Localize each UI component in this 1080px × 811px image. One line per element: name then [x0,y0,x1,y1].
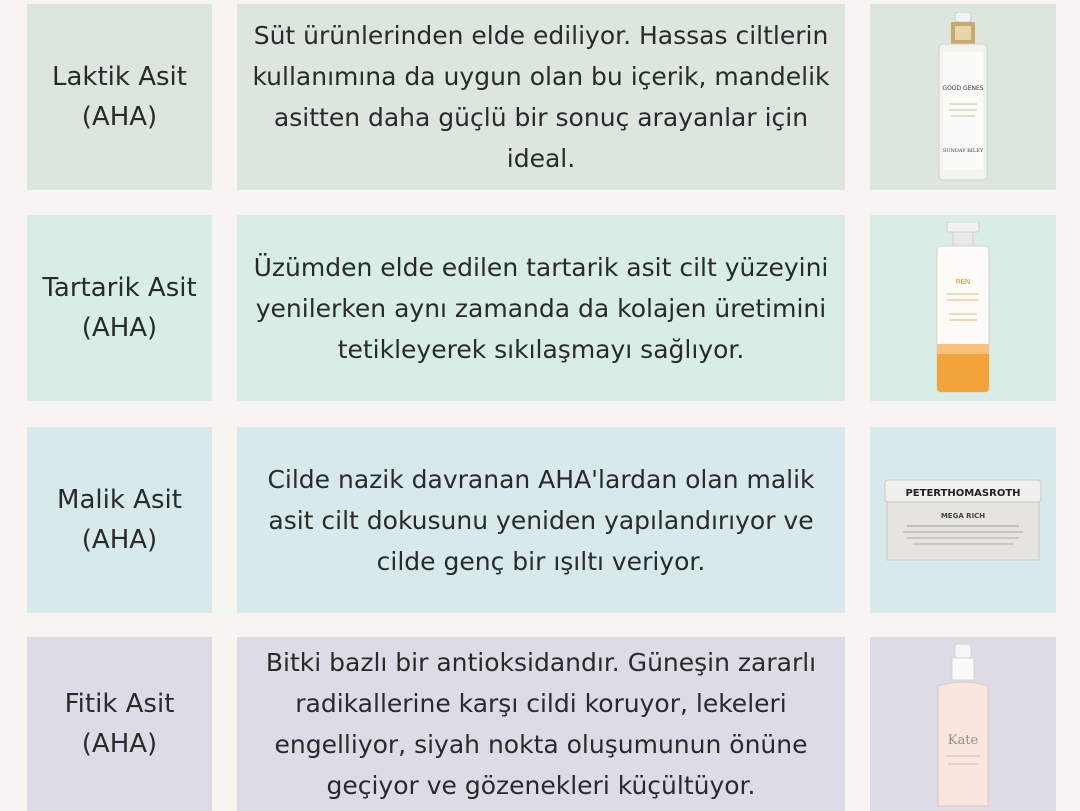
product-name-label: MEGA RICH [940,512,986,520]
description-cell [237,4,845,190]
product-brand-label: REN [955,278,971,286]
table-row-tartarik [0,215,1080,401]
description-cell [237,637,845,811]
acid-type-line: (AHA) [81,313,158,343]
product-image-cell [870,637,1056,811]
cream-jar-image [883,470,1043,570]
pump-bottle-image [933,222,993,394]
spray-bottle-image [928,640,998,808]
product-brand-label: GOOD GENES [942,85,984,92]
product-image-cell [870,4,1056,190]
acid-description: Cilde nazik davranan AHA'lardan olan malik asit cilt dokusunu yeniden yapılandırıyor ve cilde genç bir ışıltı veriyor. [267,464,815,576]
acid-type-line: (AHA) [81,525,158,555]
acid-name-cell [27,215,212,401]
acid-name-line: Laktik Asit [52,62,187,92]
acid-name [52,57,187,137]
product-image-cell [870,427,1056,613]
acid-name [57,480,182,560]
description-cell [237,427,845,613]
acid-type-line: (AHA) [81,102,158,132]
acid-description: Bitki bazlı bir antioksidandır. Güneşin zararlı radikallerine karşı cildi koruyor, lekeleri engelliyor, siyah nokta oluşumunun önüne geçiyor ve gözenekleri küçültüyor. [265,648,817,800]
acid-description: Üzümden elde edilen tartarik asit cilt yüzeyini yenilerken aynı zamanda da kolajen üretimini tetikleyerek sıkılaşmayı sağlıyor. [253,252,829,364]
product-brand-label: PETERTHOMASROTH [905,488,1021,499]
serum-bottle-image [933,12,993,182]
acid-name-line: Tartarik Asit [42,273,197,303]
description-cell [237,215,845,401]
acid-description: Süt ürünlerinden elde ediliyor. Hassas ciltlerin kullanımına da uygun olan bu içerik, mandelik asitten daha güçlü bir sonuç arayanlar için ideal. [252,21,830,173]
table-row-malik [0,427,1080,613]
product-image-cell [870,215,1056,401]
acid-name [65,684,175,764]
acid-name-line: Malik Asit [57,485,182,515]
table-row-fitik [0,637,1080,811]
acid-name-cell [27,637,212,811]
acid-name [42,268,196,348]
acid-name-cell [27,4,212,190]
acid-name-cell [27,427,212,613]
acid-name-line: Fitik Asit [64,689,175,719]
acid-type-line: (AHA) [81,729,158,759]
product-brand-label: Kate [947,733,979,748]
table-row-laktik [0,4,1080,190]
product-maker-label: SUNDAY RILEY [942,148,984,154]
